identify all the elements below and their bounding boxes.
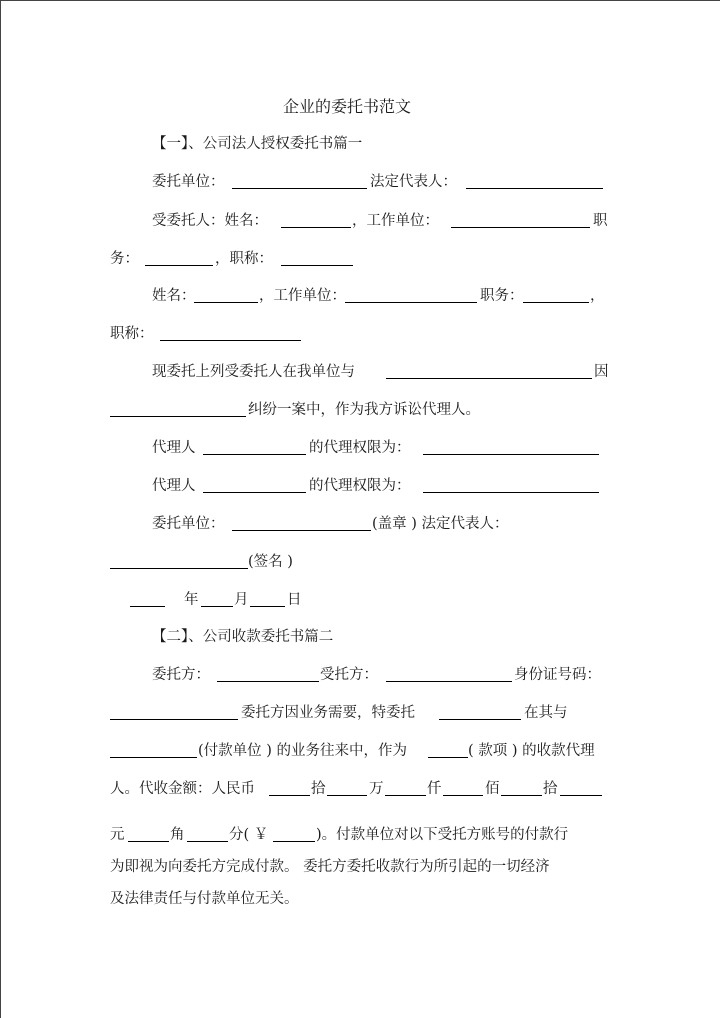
text: 佰	[485, 781, 500, 797]
blank-field[interactable]	[560, 779, 602, 796]
section-2-heading: 【二】、公司收款委托书篇二	[152, 629, 334, 645]
text: 元	[110, 827, 125, 843]
blank-field[interactable]	[423, 476, 599, 493]
text: ，职称：	[215, 251, 273, 267]
text: 身份证号码：	[514, 667, 601, 683]
blank-field[interactable]	[250, 590, 285, 607]
text: 代理人	[152, 440, 196, 456]
blank-field[interactable]	[428, 741, 468, 758]
text: 万	[369, 781, 384, 797]
text: (盖章 ) 法定代表人：	[372, 516, 509, 532]
text: 分( ￥	[229, 827, 269, 843]
blank-field[interactable]	[217, 665, 319, 682]
blank-field[interactable]	[201, 590, 233, 607]
text: 的代理权限为：	[309, 440, 411, 456]
text: 年	[184, 592, 199, 608]
text: 日	[287, 592, 302, 608]
text: 为即视为向委托方完成付款。 委托方委托收款行为所引起的一切经济	[110, 859, 550, 875]
blank-field[interactable]	[110, 552, 248, 569]
blank-field[interactable]	[466, 172, 603, 189]
blank-field[interactable]	[232, 514, 371, 531]
blank-field[interactable]	[145, 249, 213, 266]
blank-field[interactable]	[187, 825, 228, 842]
text: 委托单位：	[152, 516, 225, 532]
text: 因	[594, 364, 609, 380]
document-title: 企业的委托书范文	[283, 97, 412, 116]
blank-field[interactable]	[386, 665, 512, 682]
text: (签名 )	[248, 554, 293, 570]
text: 角	[170, 827, 185, 843]
blank-field[interactable]	[203, 476, 306, 493]
blank-field[interactable]	[327, 779, 367, 796]
text: 职	[593, 213, 608, 229]
text: 职称：	[110, 326, 154, 342]
text: 委托方因业务需要，特委托	[241, 705, 415, 721]
text: 人。代收金额：人民币	[110, 781, 255, 797]
text: 月	[234, 592, 249, 608]
text: ，工作单位：	[352, 213, 439, 229]
blank-field[interactable]	[523, 286, 589, 303]
text: 委托方：	[152, 667, 210, 683]
text: )。付款单位对以下受托方账号的付款行	[316, 827, 569, 843]
blank-field[interactable]	[160, 324, 301, 341]
text: 职务：	[480, 288, 524, 304]
blank-field[interactable]	[281, 211, 351, 228]
blank-field[interactable]	[232, 172, 367, 189]
blank-field[interactable]	[128, 825, 169, 842]
blank-field[interactable]	[203, 438, 306, 455]
text: 法定代表人：	[370, 174, 457, 190]
text: (付款单位 ) 的业务往来中，作为	[198, 743, 408, 759]
text: 受委托人：姓名：	[152, 213, 268, 229]
text: 拾	[311, 781, 326, 797]
text: ，	[590, 288, 605, 304]
text: 现委托上列受委托人在我单位与	[152, 364, 355, 380]
text: 代理人	[152, 478, 196, 494]
blank-field[interactable]	[269, 779, 310, 796]
text: ，工作单位：	[259, 288, 346, 304]
blank-field[interactable]	[385, 779, 426, 796]
section-1-heading: 【一】、公司法人授权委托书篇一	[152, 136, 363, 152]
blank-field[interactable]	[451, 211, 590, 228]
blank-field[interactable]	[110, 703, 238, 720]
blank-field[interactable]	[386, 362, 592, 379]
blank-field[interactable]	[345, 286, 477, 303]
blank-field[interactable]	[110, 741, 197, 758]
text: ( 款项 ) 的收款代理	[468, 743, 595, 759]
text: 及法律责任与付款单位无关。	[110, 891, 299, 907]
blank-field[interactable]	[443, 779, 483, 796]
text: 纠纷一案中，作为我方诉讼代理人。	[248, 402, 480, 418]
blank-field[interactable]	[281, 249, 353, 266]
text: 仟	[427, 781, 442, 797]
blank-field[interactable]	[110, 400, 246, 417]
blank-field[interactable]	[273, 825, 315, 842]
text: 姓名：	[152, 288, 196, 304]
blank-field[interactable]	[501, 779, 542, 796]
text: 的代理权限为：	[309, 478, 411, 494]
text: 务：	[110, 251, 139, 267]
blank-field[interactable]	[423, 438, 599, 455]
text: 拾	[543, 781, 558, 797]
text: 委托单位：	[152, 174, 225, 190]
blank-field[interactable]	[194, 286, 258, 303]
blank-field[interactable]	[439, 703, 521, 720]
blank-field[interactable]	[130, 590, 165, 607]
text: 在其与	[524, 705, 568, 721]
text: 受托方：	[320, 667, 378, 683]
